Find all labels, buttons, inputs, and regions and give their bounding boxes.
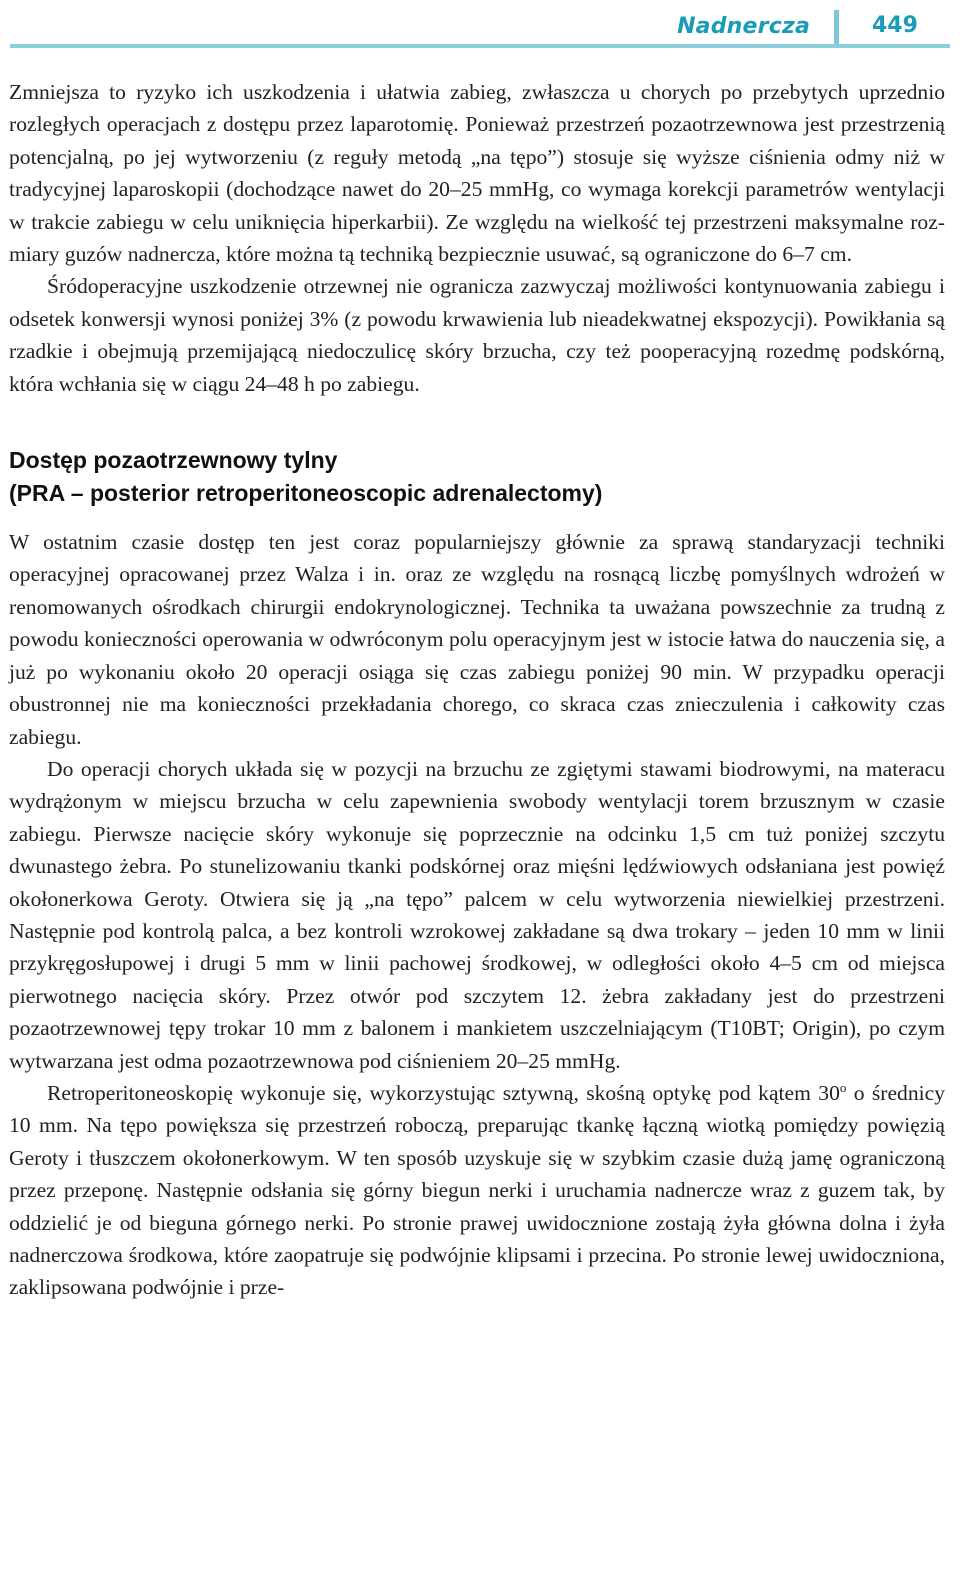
paragraph-intro-2: Śródoperacyjne uszkodzenie otrzewnej nie ogranicza zazwyczaj możliwości kontynuowania zabiegu i odsetek konwersji wynosi poniżej 3% (z powodu krwawienia lub nieadekwatnej ekspozycji). Powikłania są rzadkie i obejmują przemijającą niedoczulicę skóry brzucha, czy też pooperacyjną rozedmę podskórną, która wchłania się w ciągu 24–48 h po zabiegu. xyxy=(9,274,945,396)
section-paragraph-1: W ostatnim czasie dostęp ten jest coraz popularniejszy głównie za sprawą standaryzacji techniki operacyjnej opracowanej przez Walza i in. oraz ze względu na rosnącą liczbę pomyślnych wdrożeń w renomowanych ośrodkach chirurgii endokrynologicznej. Technika ta uważana powszechnie za trudną z powodu konieczności operowania w odwróconym polu operacyjnym jest w istocie łatwa do nauczenia się, a już po wykonaniu około 20 operacji osiąga się czas zabiegu poniżej 90 min. W przypadku operacji obustronnej nie ma konieczności przekładania chorego, co skraca czas znieczulenia i całkowity czas zabiegu. xyxy=(9,530,945,749)
body-text xyxy=(9,76,945,1304)
section-paragraph-3-part-1: Retroperitoneoskopię wykonuje się, wykorzystując sztywną, skośną optykę pod kątem 30 xyxy=(47,1080,840,1105)
paragraph-intro-1: Zmniejsza to ryzyko ich uszkodzenia i ułatwia zabieg, zwłaszcza u chorych po przebytych uprzednio rozległych operacjach z dostępu przez laparotomię. Ponieważ przestrzeń pozaotrzewnowa jest przestrzenią potencjalną, po jej wytworzeniu (z reguły metodą „na tępo”) stosuje się wyższe ciśnienia odmy niż w tradycyjnej laparoskopii (dochodzące nawet do 20–25 mmHg, co wymaga korekcji parametrów wentylacji w trakcie zabiegu w celu uniknięcia hiperkarbii). Ze względu na wielkość tej przestrzeni maksymalne rozmiary guzów nadnercza, które można tą techniką bezpiecznie usuwać, są ograniczone do 6–7 cm. xyxy=(9,80,945,267)
degree-superscript: o xyxy=(839,1079,847,1095)
header-divider xyxy=(834,10,839,44)
running-header xyxy=(0,0,960,52)
section-heading-line-1: Dostęp pozaotrzewnowy tylny xyxy=(9,447,338,474)
chapter-title: Nadnercza xyxy=(677,14,810,39)
section-heading-line-2: (PRA – posterior retroperitoneoscopic adrenalectomy) xyxy=(9,480,603,507)
page-number: 449 xyxy=(872,13,918,38)
section-heading xyxy=(9,444,945,510)
header-rule xyxy=(10,44,950,48)
section-paragraph-3-part-2: o średnicy 10 mm. Na tępo powiększa się przestrzeń roboczą, preparując tkankę łączną wiotką pomiędzy powięzią Geroty i tłuszczem okołonerkowym. W ten sposób uzyskuje się w szybkim czasie dużą jamę ograniczoną przez przeponę. Następnie odsłania się górny biegun nerki i uruchamia nadnercze wraz z guzem tak, by oddzielić je od bieguna górnego nerki. Po stronie prawej uwidocznione zostają żyła główna dolna i żyła nadnerczowa środkowa, które zaopatruje się podwójnie klipsami i przecina. Po stronie lewej uwidoczniona, zaklipsowana podwójnie i prze- xyxy=(9,1080,945,1300)
section-paragraph-2: Do operacji chorych układa się w pozycji na brzuchu ze zgiętymi stawami biodrowymi, na materacu wydrążonym w miejscu brzucha w celu zapewnienia swobody wentylacji torem brzusznym w czasie zabiegu. Pierwsze nacięcie skóry wykonuje się poprzecznie na odcinku 1,5 cm tuż poniżej szczytu dwunastego żebra. Po stunelizowaniu tkanki podskórnej oraz mięśni lędźwiowych odsłaniana jest powięź okołonerkowa Geroty. Otwiera się ją „na tępo” palcem w celu wytworzenia niewielkiej przestrzeni. Następnie pod kontrolą palca, a bez kontroli wzrokowej zakładane są dwa trokary – jeden 10 mm w linii przykręgosłupowej i drugi 5 mm w linii pachowej środkowej, w odległości około 4–5 cm od miejsca pierwotnego nacięcia skóry. Przez otwór pod szczytem 12. żebra zakładany jest do przestrzeni pozaotrzewnowej tępy trokar 10 mm z balonem i mankietem uszczelniającym (T10BT; Origin), po czym wytwarzana jest odma pozaotrzewnowa pod ciśnieniem 20–25 mmHg. xyxy=(9,756,945,1073)
section-paragraph-3 xyxy=(9,1077,945,1304)
